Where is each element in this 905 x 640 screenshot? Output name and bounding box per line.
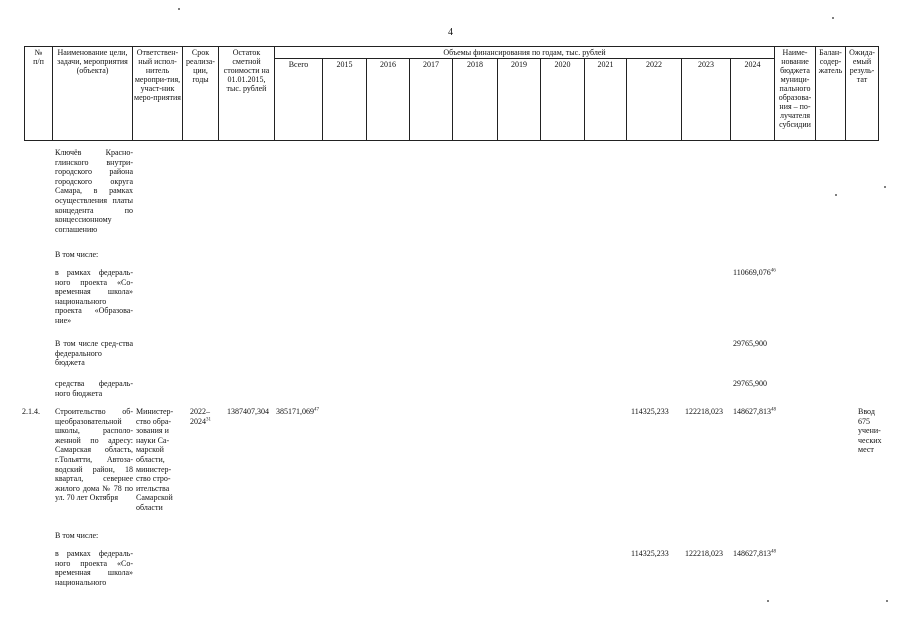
footnote-ref: 46 (770, 268, 776, 274)
value: 110669,076 (733, 268, 771, 277)
header-expected: Ожида-емый резуль-тат (846, 47, 879, 141)
scan-speck (832, 17, 834, 19)
row-name: в рамках федераль-ного проекта «Со-временная школа» национального (55, 549, 133, 587)
header-total: Всего (275, 59, 323, 141)
header-year: 2016 (367, 59, 410, 141)
table-header (24, 46, 879, 141)
header-holder: Балан-содер-жатель (816, 47, 846, 141)
header-year: 2018 (453, 59, 498, 141)
row-value-2024 (733, 268, 776, 278)
header-year: 2020 (541, 59, 585, 141)
row-name: В том числе: (55, 531, 99, 540)
row-balance: 1387407,304 (227, 407, 269, 416)
row-value-2024 (733, 549, 776, 559)
scan-speck (767, 600, 769, 602)
header-term: Срок реализа-ции, годы (183, 47, 219, 141)
header-budget-name: Наиме-нование бюджета муници-пального образова-ния – по-лучателя субсидии (775, 47, 816, 141)
header-year: 2022 (627, 59, 682, 141)
value: 148627,813 (733, 549, 771, 558)
scan-speck (884, 186, 886, 188)
header-volumes: Объемы финансирования по годам, тыс. рублей (275, 47, 775, 59)
row-name: средства федераль-ного бюджета (55, 379, 133, 398)
header-year: 2023 (682, 59, 731, 141)
value: 148627,813 (733, 407, 771, 416)
row-value-2022: 114325,233 (631, 549, 669, 558)
row-term (190, 407, 211, 426)
header-name: Наименование цели, задачи, мероприятия (объекта) (53, 47, 133, 141)
footnote-ref: 31 (206, 416, 211, 422)
row-name: Строительство об-щеобразовательной школы, располо-женной по адресу: Самарская область, г.Тольятти, Автоза-водский район, 18 квартал, севернее жилого дома № 78 по ул. 70 лет Октября (55, 407, 133, 503)
row-name: в рамках федераль-ного проекта «Со-временная школа» национального проекта «Образова-ние» (55, 268, 133, 325)
page-number: 4 (448, 27, 453, 38)
row-value-2024: 29765,900 (733, 339, 767, 348)
scan-speck (886, 600, 888, 602)
header-year: 2021 (585, 59, 627, 141)
footnote-ref: 47 (314, 407, 319, 413)
header-year: 2019 (498, 59, 541, 141)
header-balance: Остаток сметной стоимости на 01.01.2015, тыс. рублей (219, 47, 275, 141)
row-value-2022: 114325,233 (631, 407, 669, 416)
header-year: 2024 (731, 59, 775, 141)
row-name: В том числе сред-ства федерального бюджета (55, 339, 133, 368)
header-year: 2017 (410, 59, 453, 141)
header-responsible: Ответствен-ный испол-нитель меропри-тия, участ-ник меро-приятия (133, 47, 183, 141)
footnote-ref: 48 (771, 407, 776, 413)
row-name: Ключёв Красно-глинского внутри-городского района городского округа Самара, в рамках осуществления платы концедента по концессионному соглашению (55, 148, 133, 234)
row-responsible: Министер-ство обра-зования и науки Са-марской области, министер-ство стро-ительства Самарской области (136, 407, 174, 512)
footnote-ref: 48 (771, 549, 776, 555)
row-name: В том числе: (55, 250, 99, 259)
row-value-2023: 122218,023 (685, 549, 723, 558)
row-total (276, 407, 319, 417)
row-value-2023: 122218,023 (685, 407, 723, 416)
row-expected-result: Ввод 675 учени-ческих мест (858, 407, 882, 455)
value: 2022– 2024 (190, 407, 210, 426)
header-num: № п/п (25, 47, 53, 141)
row-value-2024: 29765,900 (733, 379, 767, 388)
scan-speck (178, 8, 180, 10)
row-value-2024 (733, 407, 776, 417)
scan-speck (835, 194, 837, 196)
header-year: 2015 (323, 59, 367, 141)
row-number: 2.1.4. (22, 407, 40, 416)
value: 385171,069 (276, 407, 314, 416)
